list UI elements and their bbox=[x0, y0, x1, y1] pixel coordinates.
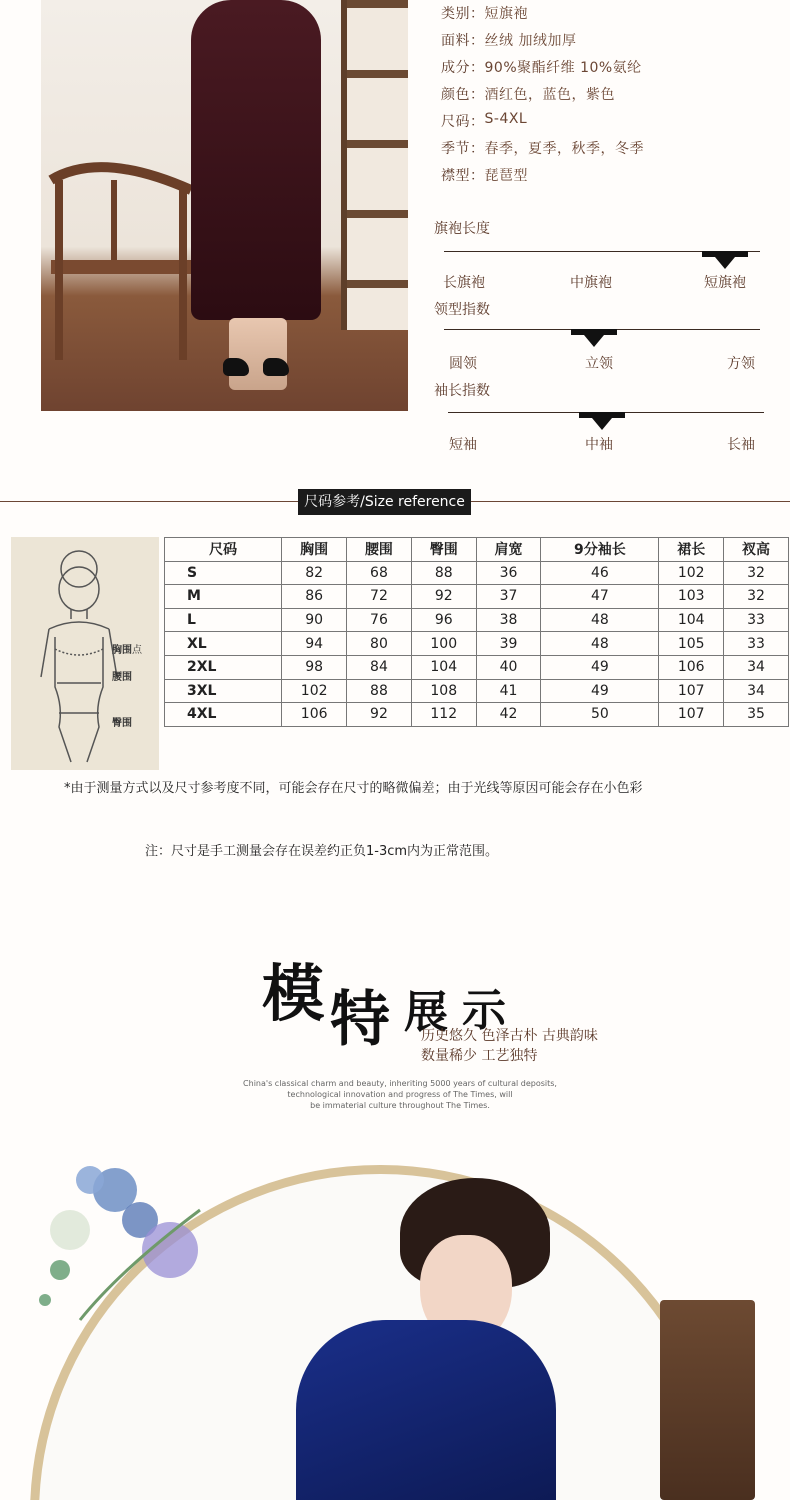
scale-marker bbox=[571, 329, 617, 335]
table-cell: 40 bbox=[476, 655, 541, 679]
table-cell: 49 bbox=[541, 679, 659, 703]
size-label-cell: XL bbox=[165, 632, 282, 656]
table-cell: 102 bbox=[659, 561, 724, 585]
attribute-row bbox=[441, 30, 644, 57]
attribute-row bbox=[441, 165, 644, 192]
attribute-label: 颜色： bbox=[441, 87, 485, 103]
figure-label-waist: 腰围 bbox=[112, 672, 132, 683]
table-cell: 88 bbox=[411, 561, 476, 585]
table-cell: 112 bbox=[411, 703, 476, 727]
table-cell: 98 bbox=[282, 655, 347, 679]
body-measure-figure bbox=[11, 537, 159, 770]
scale-marker bbox=[579, 412, 625, 418]
size-label-cell: S bbox=[165, 561, 282, 585]
table-cell: 106 bbox=[659, 655, 724, 679]
table-cell: 103 bbox=[659, 585, 724, 609]
table-cell: 46 bbox=[541, 561, 659, 585]
table-cell: 36 bbox=[476, 561, 541, 585]
table-cell: 92 bbox=[347, 703, 412, 727]
attribute-label: 襟型： bbox=[441, 168, 485, 184]
table-cell: 47 bbox=[541, 585, 659, 609]
table-cell: 96 bbox=[411, 608, 476, 632]
size-label-cell: L bbox=[165, 608, 282, 632]
english-line: technological innovation and progress of The Times, will bbox=[287, 1090, 513, 1099]
size-label-cell: 2XL bbox=[165, 655, 282, 679]
scale-option: 中旗袍 bbox=[570, 275, 612, 291]
scale-option: 中袖 bbox=[585, 437, 613, 453]
table-cell: 80 bbox=[347, 632, 412, 656]
attribute-row bbox=[441, 111, 644, 138]
scale-title: 领型指数 bbox=[434, 302, 490, 318]
size-tolerance-note: 注：尺寸是手工测量会存在误差约正负1-3cm内为正常范围。 bbox=[145, 844, 499, 859]
size-label-cell: M bbox=[165, 585, 282, 609]
scale-option: 长旗袍 bbox=[443, 275, 485, 291]
scale-title: 袖长指数 bbox=[434, 383, 490, 399]
attribute-value: 琵琶型 bbox=[484, 168, 528, 184]
table-cell: 34 bbox=[724, 655, 789, 679]
table-header-cell: 肩宽 bbox=[476, 538, 541, 562]
table-row bbox=[165, 608, 789, 632]
table-cell: 39 bbox=[476, 632, 541, 656]
table-row bbox=[165, 585, 789, 609]
wooden-chair bbox=[41, 150, 211, 360]
table-row bbox=[165, 655, 789, 679]
table-cell: 92 bbox=[411, 585, 476, 609]
table-cell: 107 bbox=[659, 703, 724, 727]
attribute-label: 面料： bbox=[441, 33, 485, 49]
table-header-cell: 胸围 bbox=[282, 538, 347, 562]
table-cell: 32 bbox=[724, 585, 789, 609]
attribute-value: 90%聚酯纤维 10%氨纶 bbox=[484, 60, 642, 76]
table-header-cell: 腰围 bbox=[347, 538, 412, 562]
showcase-title-char: 展 bbox=[404, 987, 448, 1038]
size-table bbox=[164, 537, 789, 727]
shoe bbox=[223, 358, 249, 376]
table-cell: 76 bbox=[347, 608, 412, 632]
shoe bbox=[263, 358, 289, 376]
table-cell: 38 bbox=[476, 608, 541, 632]
scale-title: 旗袍长度 bbox=[434, 221, 490, 237]
figure-label-chest: 胸围点 bbox=[112, 645, 142, 656]
table-cell: 100 bbox=[411, 632, 476, 656]
attribute-label: 成分： bbox=[441, 60, 485, 76]
attribute-label: 类别： bbox=[441, 6, 485, 22]
flower-decoration-icon bbox=[20, 1150, 220, 1330]
table-cell: 37 bbox=[476, 585, 541, 609]
table-cell: 82 bbox=[282, 561, 347, 585]
table-cell: 108 bbox=[411, 679, 476, 703]
table-cell: 104 bbox=[411, 655, 476, 679]
table-header-cell: 裙长 bbox=[659, 538, 724, 562]
table-cell: 72 bbox=[347, 585, 412, 609]
english-line: China's classical charm and beauty, inheriting 5000 years of cultural deposits, bbox=[243, 1079, 557, 1088]
table-cell: 107 bbox=[659, 679, 724, 703]
attribute-value: 春季，夏季，秋季，冬季 bbox=[484, 141, 644, 157]
size-disclaimer: *由于测量方式以及尺寸参考度不同，可能会存在尺寸的略微偏差；由于光线等原因可能会存在小色彩 bbox=[64, 781, 643, 796]
table-cell: 50 bbox=[541, 703, 659, 727]
showcase-title-char: 特 bbox=[330, 985, 390, 1055]
table-header-cell: 衩高 bbox=[724, 538, 789, 562]
scale-option: 短旗袍 bbox=[704, 275, 746, 291]
table-cell: 90 bbox=[282, 608, 347, 632]
table-row bbox=[165, 632, 789, 656]
scale-marker bbox=[702, 251, 748, 257]
model-legs bbox=[229, 318, 287, 390]
table-cell: 105 bbox=[659, 632, 724, 656]
attribute-row bbox=[441, 84, 644, 111]
scale-option: 圆领 bbox=[449, 356, 477, 372]
table-cell: 41 bbox=[476, 679, 541, 703]
table-cell: 32 bbox=[724, 561, 789, 585]
showcase-title-char: 示 bbox=[462, 985, 506, 1036]
english-line: be immaterial culture throughout The Times. bbox=[310, 1101, 490, 1110]
showcase-subtitle: 数量稀少 工艺独特 bbox=[421, 1048, 538, 1064]
attribute-list bbox=[441, 3, 644, 192]
table-cell: 104 bbox=[659, 608, 724, 632]
scale-option: 立领 bbox=[585, 356, 613, 372]
attribute-row bbox=[441, 138, 644, 165]
table-row bbox=[165, 703, 789, 727]
table-cell: 34 bbox=[724, 679, 789, 703]
table-cell: 88 bbox=[347, 679, 412, 703]
table-cell: 48 bbox=[541, 632, 659, 656]
attribute-row bbox=[441, 57, 644, 84]
attribute-value: 酒红色，蓝色，紫色 bbox=[484, 87, 615, 103]
table-cell: 49 bbox=[541, 655, 659, 679]
table-cell: 33 bbox=[724, 608, 789, 632]
table-cell: 68 bbox=[347, 561, 412, 585]
attribute-label: 尺码： bbox=[441, 114, 485, 130]
scale-option: 长袖 bbox=[727, 437, 755, 453]
attribute-value: 短旗袍 bbox=[484, 6, 528, 22]
attribute-value: 丝绒 加绒加厚 bbox=[484, 33, 577, 49]
table-header-row bbox=[165, 538, 789, 562]
attribute-value: S-4XL bbox=[484, 111, 528, 127]
table-cell: 86 bbox=[282, 585, 347, 609]
table-cell: 106 bbox=[282, 703, 347, 727]
section-title: 尺码参考/Size reference bbox=[298, 489, 471, 515]
showcase-english-text bbox=[190, 1078, 610, 1111]
table-cell: 102 bbox=[282, 679, 347, 703]
attribute-row bbox=[441, 3, 644, 30]
showcase-title-char: 模 bbox=[262, 957, 325, 1030]
wooden-shelf bbox=[341, 0, 408, 330]
table-cell: 35 bbox=[724, 703, 789, 727]
wooden-furniture bbox=[660, 1300, 755, 1500]
table-header-cell: 9分袖长 bbox=[541, 538, 659, 562]
model-wine-dress bbox=[191, 0, 321, 320]
table-cell: 84 bbox=[347, 655, 412, 679]
table-header-cell: 尺码 bbox=[165, 538, 282, 562]
table-cell: 33 bbox=[724, 632, 789, 656]
size-label-cell: 4XL bbox=[165, 703, 282, 727]
size-label-cell: 3XL bbox=[165, 679, 282, 703]
table-cell: 48 bbox=[541, 608, 659, 632]
table-row bbox=[165, 679, 789, 703]
figure-label-hip: 臀围 bbox=[112, 718, 132, 729]
product-photo-wine-dress bbox=[41, 0, 408, 411]
table-row bbox=[165, 561, 789, 585]
model-blue-dress bbox=[296, 1320, 556, 1500]
table-header-cell: 臀围 bbox=[411, 538, 476, 562]
showcase-subtitle: 历史悠久 色泽古朴 古典韵味 bbox=[421, 1028, 598, 1044]
attribute-label: 季节： bbox=[441, 141, 485, 157]
table-cell: 42 bbox=[476, 703, 541, 727]
table-cell: 94 bbox=[282, 632, 347, 656]
scale-option: 方领 bbox=[727, 356, 755, 372]
scale-option: 短袖 bbox=[449, 437, 477, 453]
